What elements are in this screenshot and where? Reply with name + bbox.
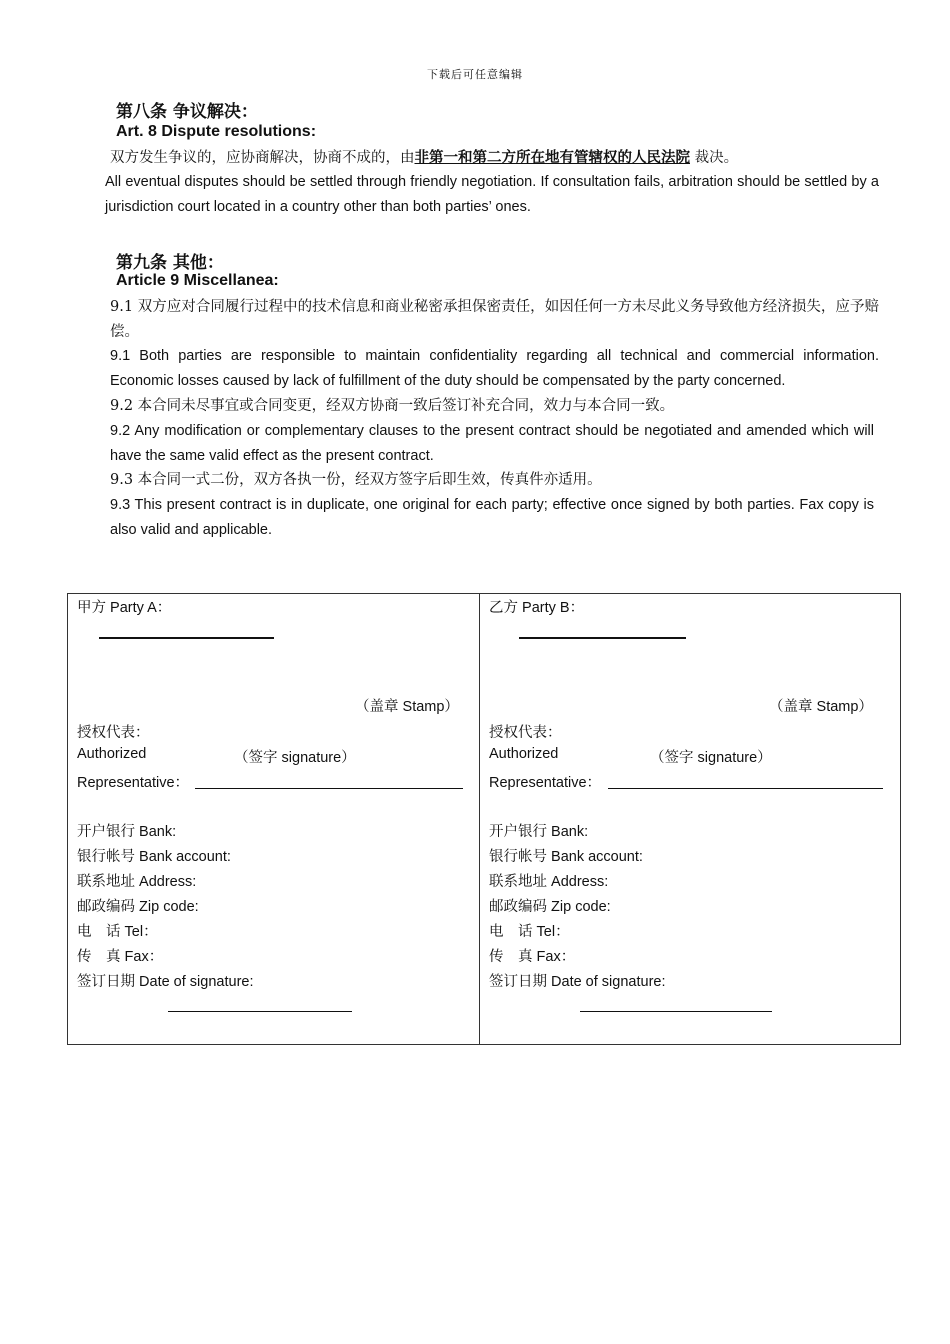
clause-9-1-cn: 9.1 双方应对合同履行过程中的技术信息和商业秘密承担保密责任，如因任何一方未尽此义务导致他方经济损失，应予赔偿。 — [110, 299, 879, 340]
clause-9-3-en: 9.3 This present contract is in duplicate, one original for each party; effective once signed by both parties. Fax copy is also valid and applicable. — [110, 497, 874, 538]
party-a-signature-label: （签字 signature） — [234, 750, 356, 766]
party-a-bank: 开户银行 Bank: — [77, 824, 177, 840]
party-a-address: 联系地址 Address: — [77, 874, 197, 890]
party-b-stamp: （盖章 Stamp） — [769, 699, 873, 715]
signature-table — [67, 593, 901, 1045]
party-b-authorized: Authorized — [489, 746, 559, 762]
page-header: 下载后可任意编辑 — [427, 68, 523, 81]
party-b-bank: 开户银行 Bank: — [489, 824, 589, 840]
party-b-fax: 传 真 Fax： — [489, 949, 576, 965]
article8-text-en: All eventual disputes should be settled through friendly negotiation. If consultation fails, arbitration should be settled by a jurisdiction court located in a country other than both parties’ ones. — [105, 174, 879, 215]
party-a-authorized: Authorized — [77, 746, 147, 762]
party-a-date: 签订日期 Date of signature: — [77, 974, 254, 990]
article8-text-cn — [110, 146, 890, 171]
party-b-auth-cn: 授权代表： — [489, 725, 562, 741]
party-b-tel: 电 话 Tel： — [489, 924, 570, 940]
clause-9-1-en: 9.1 Both parties are responsible to maintain confidentiality regarding all technical and commercial information. Economic losses caused by lack of fulfillment of the duty should be compensated by the party concerned. — [110, 348, 879, 389]
party-b-label: 乙方 Party B： — [489, 600, 585, 616]
party-a-zip: 邮政编码 Zip code: — [77, 899, 199, 915]
party-b-cell — [480, 594, 901, 1045]
article8-title-en: Art. 8 Dispute resolutions: — [116, 123, 317, 140]
clause-9-2-cn: 9.2 本合同未尽事宜或合同变更，经双方协商一致后签订补充合同，效力与本合同一致。 — [110, 398, 675, 414]
party-a-tel: 电 话 Tel： — [77, 924, 158, 940]
article9-title-cn: 第九条 其他： — [116, 253, 224, 273]
party-a-label: 甲方 Party A： — [77, 600, 172, 616]
party-a-auth-cn: 授权代表： — [77, 725, 150, 741]
party-b-representative: Representative： — [489, 775, 602, 791]
party-a-name-line[interactable] — [99, 637, 274, 639]
article8-cn-prefix: 双方发生争议的，应协商解决，协商不成的，由 — [110, 150, 415, 166]
party-a-bank-account: 银行帐号 Bank account: — [77, 849, 231, 865]
party-b-representative-line[interactable] — [608, 788, 883, 789]
party-b-date: 签订日期 Date of signature: — [489, 974, 666, 990]
clause-9-2-en: 9.2 Any modification or complementary clauses to the present contract should be negotiated and amended which will have the same valid effect as the present contract. — [110, 423, 874, 464]
clause-9-3-cn: 9.3 本合同一式二份，双方各执一份，经双方签字后即生效，传真件亦适用。 — [110, 472, 602, 488]
party-b-bank-account: 银行帐号 Bank account: — [489, 849, 643, 865]
party-a-stamp: （盖章 Stamp） — [355, 699, 459, 715]
party-b-name-line[interactable] — [519, 637, 686, 639]
party-b-address: 联系地址 Address: — [489, 874, 609, 890]
party-b-signature-label: （签字 signature） — [650, 750, 772, 766]
party-a-representative: Representative： — [77, 775, 190, 791]
article9-title-en: Article 9 Miscellanea: — [116, 272, 279, 289]
article8-court-underlined: 非第一和第二方所在地有管辖权的人民法院 — [414, 150, 690, 166]
party-b-zip: 邮政编码 Zip code: — [489, 899, 611, 915]
party-b-date-line[interactable] — [580, 1011, 772, 1012]
article8-cn-suffix: 裁决。 — [694, 150, 739, 166]
party-a-representative-line[interactable] — [195, 788, 463, 789]
party-a-date-line[interactable] — [168, 1011, 352, 1012]
article8-title-cn: 第八条 争议解决： — [116, 102, 258, 122]
party-a-cell — [68, 594, 480, 1045]
party-a-fax: 传 真 Fax： — [77, 949, 164, 965]
